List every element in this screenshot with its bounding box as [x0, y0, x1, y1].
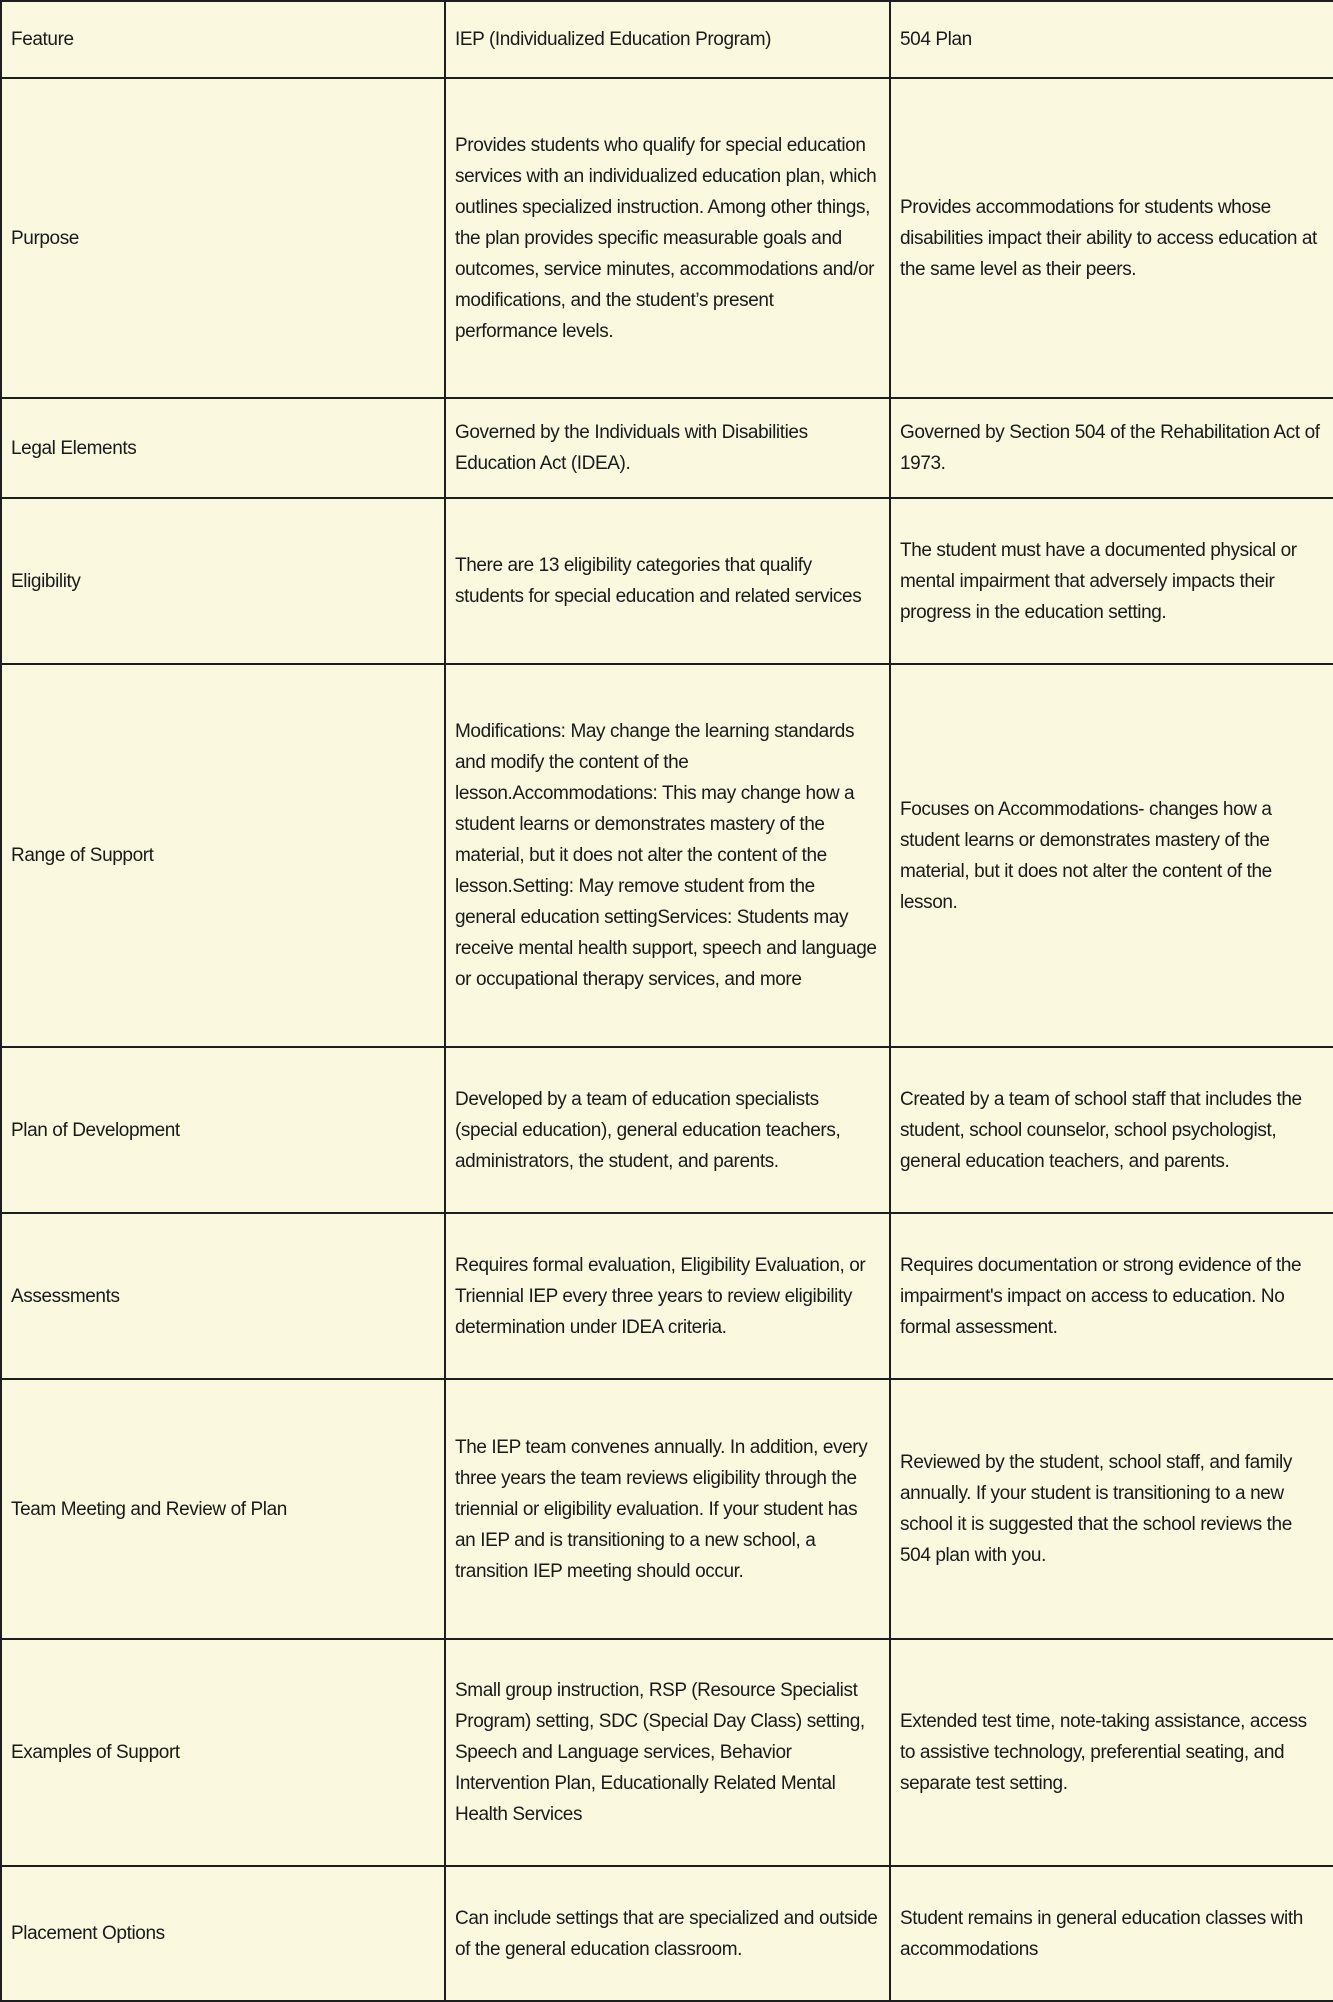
iep-cell: Governed by the Individuals with Disabilities Education Act (IDEA). [445, 398, 890, 498]
feature-cell: Placement Options [1, 1866, 445, 2001]
table-row [1, 1379, 1333, 1639]
feature-cell: Assessments [1, 1213, 445, 1379]
table-row [1, 1047, 1333, 1213]
header-row [1, 1, 1333, 78]
header-504: 504 Plan [890, 1, 1333, 78]
plan504-cell: Student remains in general education classes with accommodations [890, 1866, 1333, 2001]
iep-cell: Requires formal evaluation, Eligibility Evaluation, or Triennial IEP every three years to review eligibility determination under IDEA criteria. [445, 1213, 890, 1379]
feature-cell: Team Meeting and Review of Plan [1, 1379, 445, 1639]
feature-cell: Plan of Development [1, 1047, 445, 1213]
plan504-cell: Governed by Section 504 of the Rehabilitation Act of 1973. [890, 398, 1333, 498]
header-feature: Feature [1, 1, 445, 78]
table-row [1, 78, 1333, 398]
iep-cell: The IEP team convenes annually. In addition, every three years the team reviews eligibility through the triennial or eligibility evaluation. If your student has an IEP and is transitioning to a new school, a transition IEP meeting should occur. [445, 1379, 890, 1639]
plan504-cell: Requires documentation or strong evidence of the impairment's impact on access to education. No formal assessment. [890, 1213, 1333, 1379]
plan504-cell: Focuses on Accommodations- changes how a student learns or demonstrates mastery of the material, but it does not alter the content of the lesson. [890, 664, 1333, 1047]
plan504-cell: Reviewed by the student, school staff, and family annually. If your student is transitioning to a new school it is suggested that the school reviews the 504 plan with you. [890, 1379, 1333, 1639]
iep-cell: Small group instruction, RSP (Resource Specialist Program) setting, SDC (Special Day Class) setting, Speech and Language services, Behavior Intervention Plan, Educationally Related Mental Health Services [445, 1639, 890, 1866]
table-row [1, 1639, 1333, 1866]
table-row [1, 1866, 1333, 2001]
header-iep: IEP (Individualized Education Program) [445, 1, 890, 78]
feature-cell: Purpose [1, 78, 445, 398]
iep-cell: There are 13 eligibility categories that qualify students for special education and related services [445, 498, 890, 664]
feature-cell: Legal Elements [1, 398, 445, 498]
plan504-cell: Created by a team of school staff that includes the student, school counselor, school psychologist, general education teachers, and parents. [890, 1047, 1333, 1213]
table-row [1, 498, 1333, 664]
iep-cell: Provides students who qualify for special education services with an individualized education plan, which outlines specialized instruction. Among other things, the plan provides specific measurable goals and outcomes, service minutes, accommodations and/or modifications, and the student’s present performance levels. [445, 78, 890, 398]
feature-cell: Eligibility [1, 498, 445, 664]
table-row [1, 664, 1333, 1047]
iep-cell: Developed by a team of education specialists (special education), general education teachers, administrators, the student, and parents. [445, 1047, 890, 1213]
table-row [1, 1213, 1333, 1379]
iep-cell: Can include settings that are specialized and outside of the general education classroom. [445, 1866, 890, 2001]
plan504-cell: The student must have a documented physical or mental impairment that adversely impacts their progress in the education setting. [890, 498, 1333, 664]
feature-cell: Examples of Support [1, 1639, 445, 1866]
feature-cell: Range of Support [1, 664, 445, 1047]
iep-cell: Modifications: May change the learning standards and modify the content of the lesson.Accommodations: This may change how a student learns or demonstrates mastery of the material, but it does not alter the content of the lesson.Setting: May remove student from the general education settingServices: Students may receive mental health support, speech and language or occupational therapy services, and more [445, 664, 890, 1047]
plan504-cell: Extended test time, note-taking assistance, access to assistive technology, preferential seating, and separate test setting. [890, 1639, 1333, 1866]
plan504-cell: Provides accommodations for students whose disabilities impact their ability to access education at the same level as their peers. [890, 78, 1333, 398]
table-row [1, 398, 1333, 498]
